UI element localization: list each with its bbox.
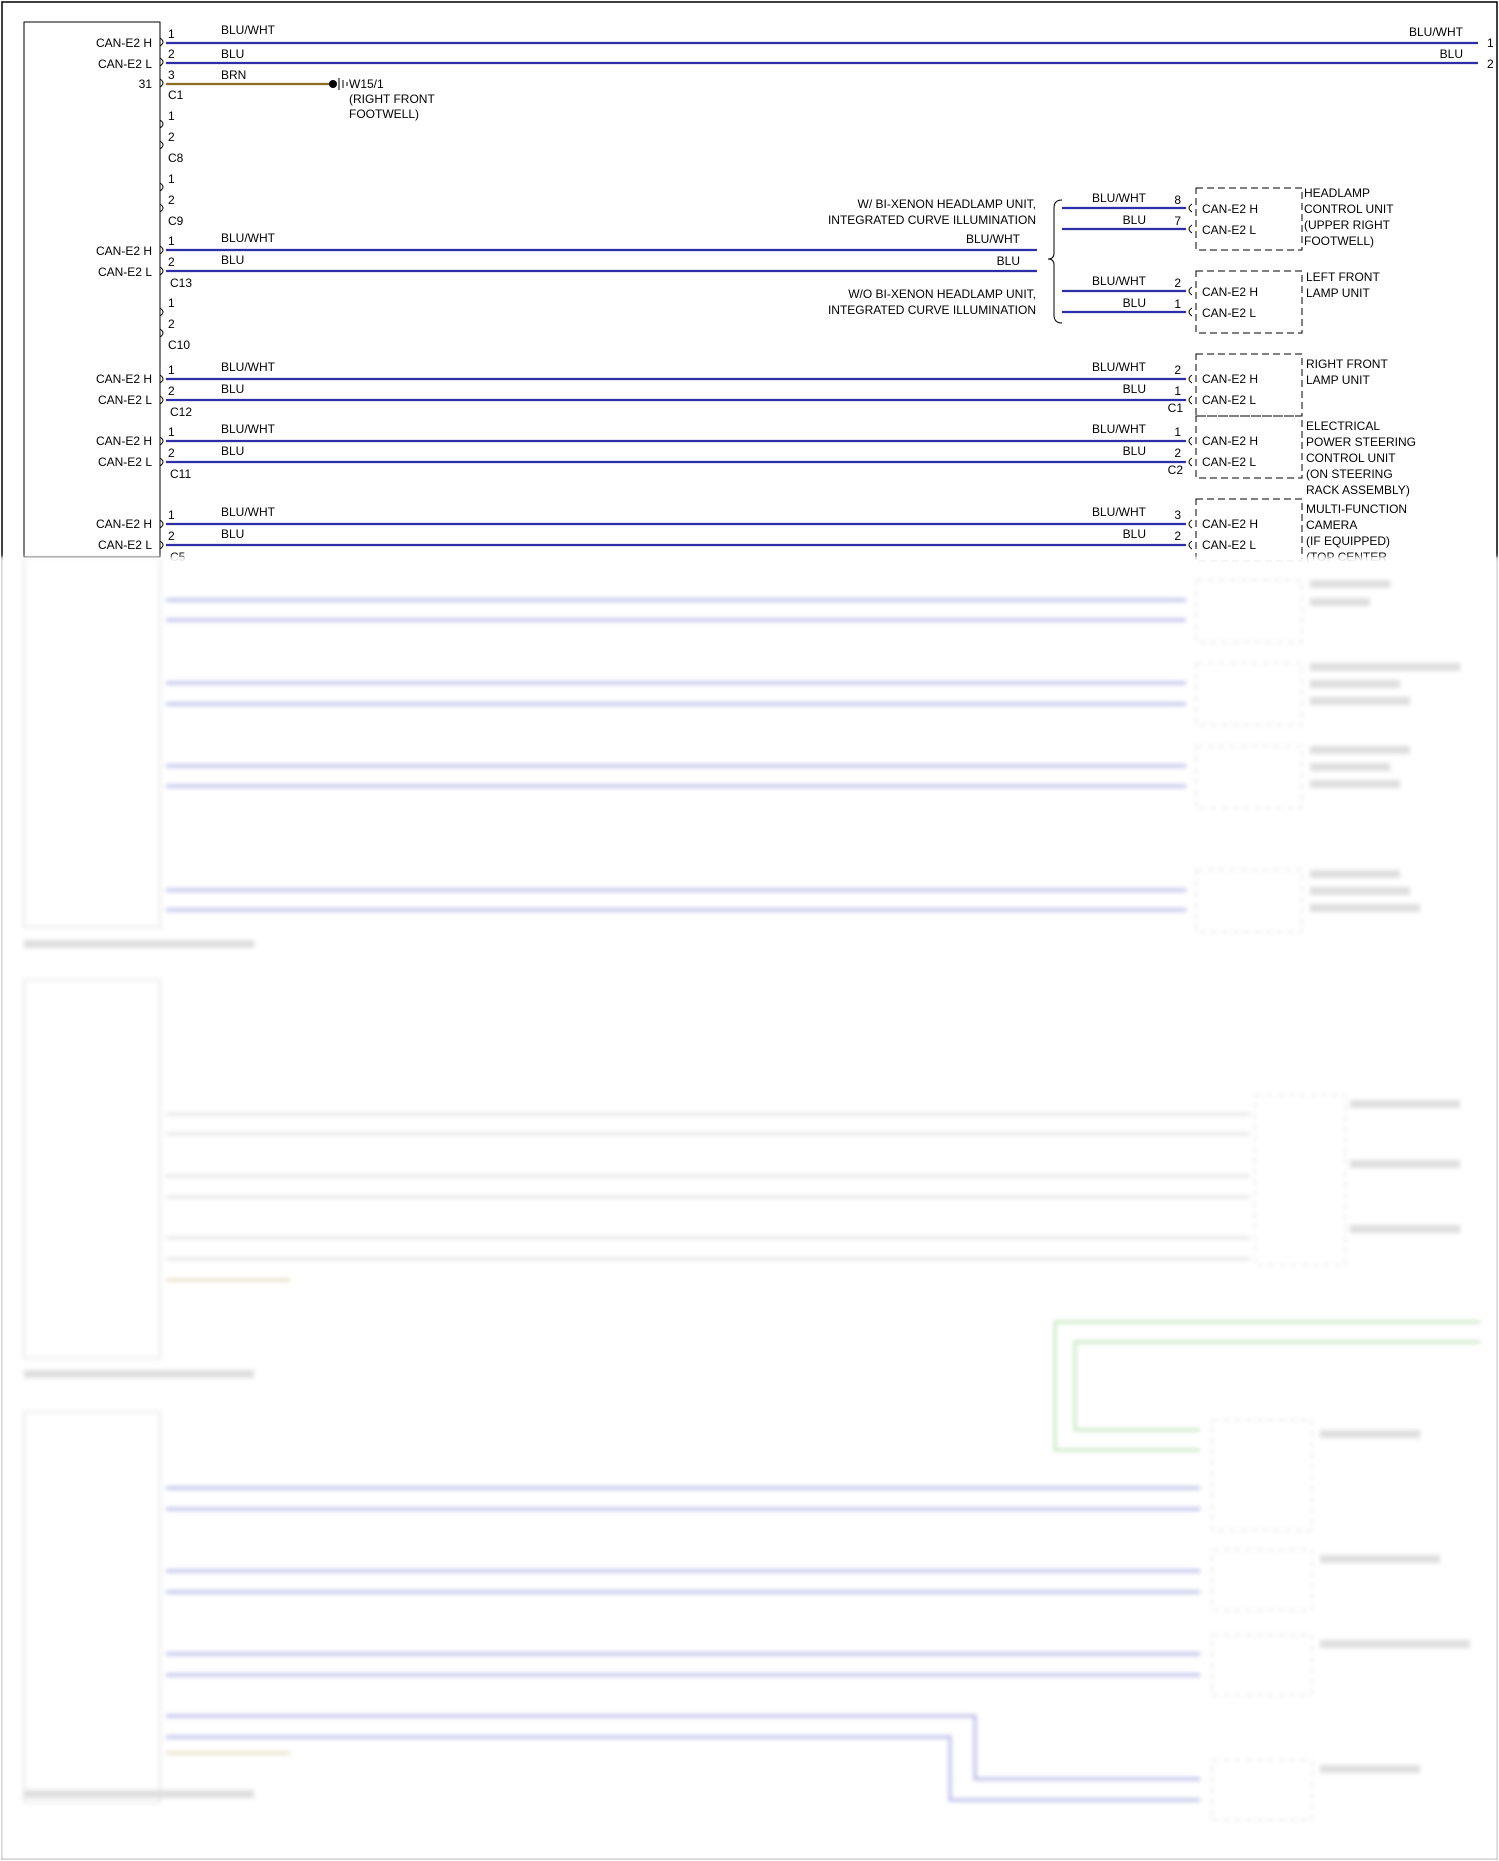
- pin-label: CAN-E2 L: [97, 455, 152, 469]
- wire-color: BLU/WHT: [221, 231, 275, 245]
- pin-number: 1: [1487, 36, 1494, 50]
- component-pin: CAN-E2 H: [1202, 285, 1259, 299]
- top-wire-group: [96, 23, 1494, 121]
- pin-label: CAN-E2 H: [95, 434, 152, 448]
- connector-id: C8: [168, 151, 184, 165]
- component-name: POWER STEERING: [1306, 435, 1417, 449]
- connector-id: C9: [168, 214, 184, 228]
- wire-color: BLU/WHT: [1092, 274, 1146, 288]
- ground-location: (RIGHT FRONT: [349, 92, 435, 106]
- wire-color: BLU/WHT: [221, 23, 275, 37]
- pin-label: 31: [138, 77, 152, 91]
- component-box: [1196, 271, 1302, 333]
- pin-number: 3: [1174, 508, 1181, 522]
- component-name: LAMP UNIT: [1306, 286, 1370, 300]
- pin-number: 2: [168, 317, 175, 331]
- wire-color: BLU/WHT: [221, 360, 275, 374]
- component-name: CONTROL UNIT: [1306, 451, 1396, 465]
- pin-label: CAN-E2 L: [97, 265, 152, 279]
- wire-color: BLU/WHT: [966, 232, 1020, 246]
- component-name: LAMP UNIT: [1306, 373, 1370, 387]
- option-label: INTEGRATED CURVE ILLUMINATION: [827, 303, 1036, 317]
- module-box: [24, 22, 160, 557]
- pin-number: 1: [168, 296, 175, 310]
- pin-number: 1: [1174, 384, 1181, 398]
- component-name: FOOTWELL): [1304, 234, 1375, 248]
- connector-bracket: [1189, 437, 1192, 466]
- c13-group: [96, 186, 1394, 333]
- pin-number: 2: [1174, 446, 1181, 460]
- component-name: CAMERA: [1306, 518, 1358, 532]
- component-name: (ON STEERING: [1306, 467, 1393, 481]
- empty-connector-c9: [160, 172, 184, 228]
- wire-color: BLU: [1439, 47, 1463, 61]
- pin-number: 2: [1174, 276, 1181, 290]
- pin-number: 1: [1174, 425, 1181, 439]
- component-name: (UPPER RIGHT: [1304, 218, 1391, 232]
- component-name: RACK ASSEMBLY): [1306, 483, 1410, 497]
- component-pin: CAN-E2 H: [1202, 202, 1259, 216]
- component-name: RIGHT FRONT: [1306, 357, 1388, 371]
- wire-color: BLU: [221, 527, 245, 541]
- wire-color: BLU/WHT: [1092, 191, 1146, 205]
- pin-number: 2: [1174, 363, 1181, 377]
- wire-color: BLU/WHT: [1092, 422, 1146, 436]
- pin-number: 2: [1174, 529, 1181, 543]
- wire-color: BLU/WHT: [221, 505, 275, 519]
- connector-bracket: [1189, 204, 1192, 233]
- option-brace: [1048, 200, 1062, 323]
- component-name: MULTI-FUNCTION: [1306, 502, 1408, 516]
- ground-bars-icon: [339, 78, 347, 90]
- component-pin: CAN-E2 H: [1202, 517, 1259, 531]
- pin-label: CAN-E2 L: [97, 538, 152, 552]
- pin-label: CAN-E2 L: [97, 393, 152, 407]
- wire-color: BLU: [1122, 382, 1146, 396]
- wire-color: BLU: [1122, 296, 1146, 310]
- pin-number: 2: [168, 47, 175, 61]
- pin-label: CAN-E2 H: [95, 372, 152, 386]
- wire-color: BLU: [221, 382, 245, 396]
- connector-id: C12: [170, 405, 193, 419]
- option-label: W/ BI-XENON HEADLAMP UNIT,: [857, 197, 1036, 211]
- pin-number: 1: [168, 234, 175, 248]
- pin-label: CAN-E2 H: [95, 36, 152, 50]
- pin-number: 1: [168, 425, 175, 439]
- wire-color: BLU/WHT: [1409, 25, 1463, 39]
- component-pin: CAN-E2 L: [1202, 455, 1257, 469]
- pin-number: 2: [168, 529, 175, 543]
- empty-connector-c10: [160, 296, 190, 352]
- component-pin: CAN-E2 H: [1202, 372, 1259, 386]
- pin-number: 2: [168, 130, 175, 144]
- empty-connector-c8: [160, 109, 184, 165]
- component-name: ELECTRICAL: [1306, 419, 1381, 433]
- pin-number: 2: [168, 446, 175, 460]
- pin-number: 1: [168, 508, 175, 522]
- pin-number: 1: [1174, 297, 1181, 311]
- connector-id: C1: [168, 88, 184, 102]
- option-label: W/O BI-XENON HEADLAMP UNIT,: [848, 287, 1036, 301]
- pin-label: CAN-E2 H: [95, 244, 152, 258]
- pin-number: 2: [1487, 57, 1494, 71]
- ground-location: FOOTWELL): [349, 107, 420, 121]
- connector-bracket: [1189, 287, 1192, 316]
- blur-overlay: [0, 557, 1499, 1861]
- wire-color: BLU: [1122, 444, 1146, 458]
- wire-color: BLU: [996, 254, 1020, 268]
- component-name: CONTROL UNIT: [1304, 202, 1394, 216]
- option-label: INTEGRATED CURVE ILLUMINATION: [827, 213, 1036, 227]
- connector-id: C11: [170, 467, 192, 481]
- pin-number: 7: [1174, 214, 1181, 228]
- component-pin: CAN-E2 L: [1202, 393, 1257, 407]
- component-name: LEFT FRONT: [1306, 270, 1380, 284]
- component-name: (IF EQUIPPED): [1306, 534, 1391, 548]
- pin-number: 3: [168, 68, 175, 82]
- wire-color: BLU: [221, 47, 245, 61]
- wire-color: BLU/WHT: [1092, 360, 1146, 374]
- connector-id: C13: [170, 276, 193, 290]
- wire-color: BRN: [221, 68, 247, 82]
- connector-id: C2: [1167, 463, 1183, 477]
- pin-number: 1: [168, 172, 175, 186]
- ground-id: W15/1: [349, 77, 384, 91]
- component-name: HEADLAMP: [1304, 186, 1371, 200]
- wire-color: BLU/WHT: [1092, 505, 1146, 519]
- pin-number: 2: [168, 384, 175, 398]
- wire-color: BLU: [221, 253, 245, 267]
- wire-color: BLU/WHT: [221, 422, 275, 436]
- pin-number: 1: [168, 363, 175, 377]
- pin-number: 1: [168, 27, 175, 41]
- component-box: [1196, 188, 1302, 250]
- wire-color: BLU: [1122, 527, 1146, 541]
- component-pin: CAN-E2 L: [1202, 306, 1257, 320]
- row-layer: [96, 354, 1416, 564]
- connector-id: C1: [1167, 401, 1183, 415]
- connector-id: C10: [168, 338, 191, 352]
- component-pin: CAN-E2 H: [1202, 434, 1259, 448]
- pin-number: 8: [1174, 193, 1181, 207]
- pin-label: CAN-E2 H: [95, 517, 152, 531]
- pin-label: CAN-E2 L: [97, 57, 152, 71]
- pin-number: 2: [168, 193, 175, 207]
- connector-bracket: [1189, 375, 1192, 404]
- component-pin: CAN-E2 L: [1202, 538, 1257, 552]
- ground-symbol-icon: [329, 80, 337, 88]
- component-pin: CAN-E2 L: [1202, 223, 1257, 237]
- wire-color: BLU: [221, 444, 245, 458]
- pin-number: 1: [168, 109, 175, 123]
- pin-number: 2: [168, 255, 175, 269]
- connector-bracket: [1189, 520, 1192, 549]
- wire-color: BLU: [1122, 213, 1146, 227]
